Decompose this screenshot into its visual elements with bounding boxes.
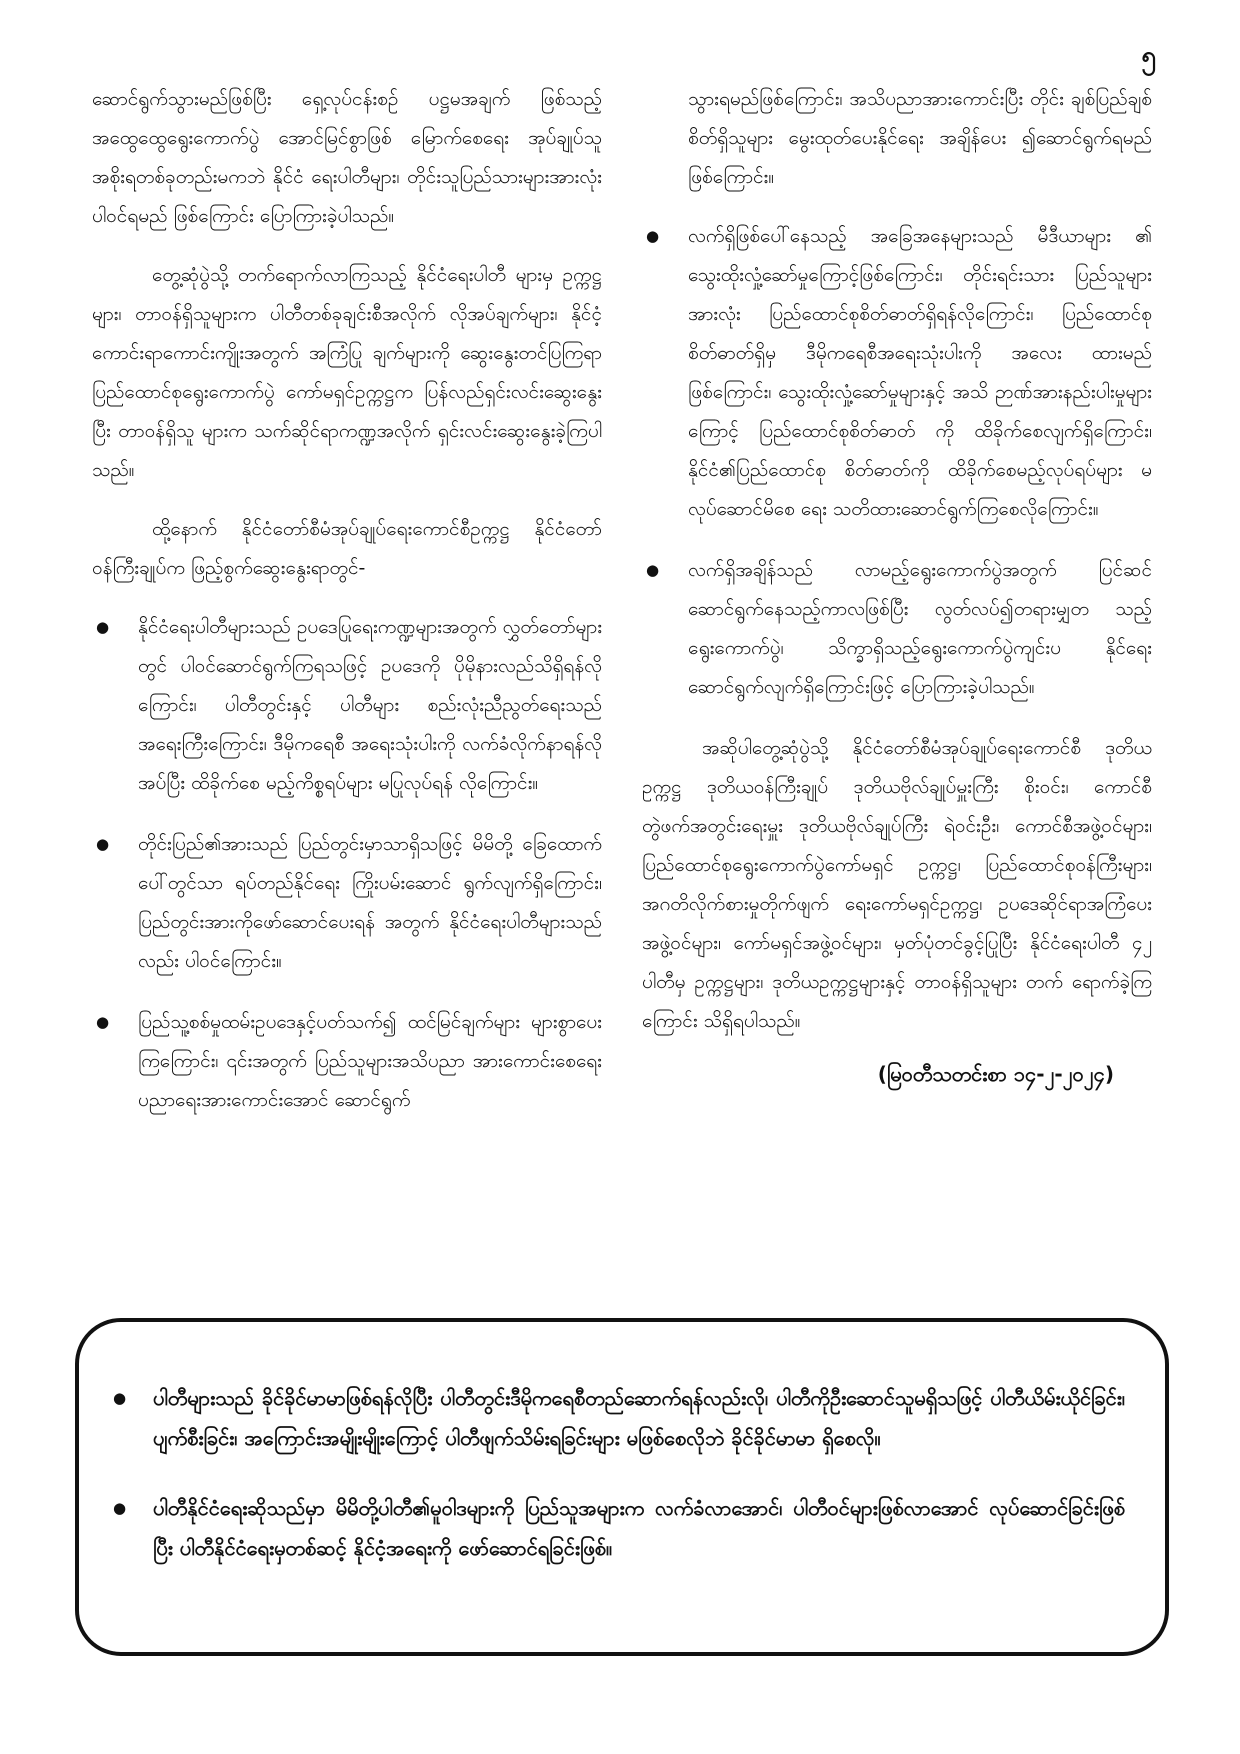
right-column	[642, 80, 1152, 1142]
summary-box	[75, 1318, 1169, 1656]
source-citation: (မြဝတီသတင်းစာ ၁၄-၂-၂၀၂၄)	[877, 1062, 1114, 1086]
right-bullet-item: ● လက်ရှိအချိန်သည် လာမည့်ရွေးကောက်ပွဲအတွက် ပြင်ဆင် ဆောင်ရွက်နေသည့်ကာလဖြစ်ပြီး လွတ်လပ်၍တရားမျှတ သည့်ရွေးကောက်ပွဲ၊ သိက္ခာရှိသည့်ရွေးကောက်ပွဲကျင်းပ နိုင်ရေး ဆောင်ရွက်လျက်ရှိကြောင်းဖြင့် ပြောကြားခဲ့ပါသည်။	[642, 551, 1152, 707]
summary-bullet-item: ● ပါတီများသည် ခိုင်ခိုင်မာမာဖြစ်ရန်လိုပြီး ပါတီတွင်းဒီမိုကရေစီတည်ဆောက်ရန်လည်းလို၊ ပါတီကိုဦးဆောင်သူမရှိသဖြင့် ပါတီယိမ်းယိုင်ခြင်း၊ ပျက်စီးခြင်း၊ အကြောင်းအမျိုးမျိုးကြောင့် ပါတီဖျက်သိမ်းရခြင်းများ မဖြစ်စေလိုဘဲ ခိုင်ခိုင်မာမာ ရှိစေလို။	[109, 1378, 1125, 1458]
article-columns	[92, 80, 1152, 1142]
left-column	[92, 80, 602, 1142]
left-paragraph-1: ဆောင်ရွက်သွားမည်ဖြစ်ပြီး ရှေ့လုပ်ငန်းစဉ် ပဋ္ဌမအချက် ဖြစ်သည့် အထွေထွေရွေးကောက်ပွဲ အောင်မြင်စွာဖြစ် မြောက်စေရေး အုပ်ချုပ်သူအစိုးရတစ်ခုတည်းမကဘဲ နိုင်ငံ ရေးပါတီများ၊ တိုင်းသူပြည်သားများအားလုံးပါဝင်ရမည် ဖြစ်ကြောင်း ပြောကြားခဲ့ပါသည်။	[92, 88, 602, 227]
right-paragraph-1: သွားရမည်ဖြစ်ကြောင်း၊ အသိပညာအားကောင်းပြီး တိုင်း ချစ်ပြည်ချစ်စိတ်ရှိသူများ မွေးထုတ်ပေးနိုင်ရေး အချိန်ပေး ၍ဆောင်ရွက်ရမည်ဖြစ်ကြောင်း။	[688, 88, 1152, 188]
right-bullet-list	[642, 217, 1152, 707]
left-bullet-list	[92, 608, 602, 1120]
left-bullet-item: ● တိုင်းပြည်၏အားသည် ပြည်တွင်းမှာသာရှိသဖြင့် မိမိတို့ ခြေထောက်ပေါ်တွင်သာ ရပ်တည်နိုင်ရေး ကြိုးပမ်းဆောင် ရွက်လျက်ရှိကြောင်း၊ ပြည်တွင်းအားကိုဖော်ဆောင်ပေးရန် အတွက် နိုင်ငံရေးပါတီများသည်လည်း ပါဝင်ကြောင်း။	[92, 825, 602, 981]
summary-bullet-item: ● ပါတီနိုင်ငံရေးဆိုသည်မှာ မိမိတို့ပါတီ၏မူဝါဒများကို ပြည်သူအများက လက်ခံလာအောင်၊ ပါတီဝင်များဖြစ်လာအောင် လုပ်ဆောင်ခြင်းဖြစ်ပြီး ပါတီနိုင်ငံရေးမှတစ်ဆင့် နိုင်ငံ့အရေးကို ဖော်ဆောင်ရခြင်းဖြစ်။	[109, 1488, 1125, 1568]
left-paragraph-2: တွေ့ဆုံပွဲသို့ တက်ရောက်လာကြသည့် နိုင်ငံရေးပါတီ များမှ ဥက္ကဋ္ဌများ၊ တာဝန်ရှိသူများက ပါတီတစ်ခုချင်းစီအလိုက် လိုအပ်ချက်များ၊ နိုင်ငံ့ကောင်းရာကောင်းကျိုးအတွက် အကြံပြု ချက်များကို ဆွေးနွေးတင်ပြကြရာ ပြည်ထောင်စုရွေးကောက်ပွဲ ကော်မရှင်ဥက္ကဋ္ဌက ပြန်လည်ရှင်းလင်းဆွေးနွေးပြီး တာဝန်ရှိသူ များက သက်ဆိုင်ရာကဏ္ဍအလိုက် ရှင်းလင်းဆွေးနွေးခဲ့ကြပါ သည်။	[92, 264, 602, 481]
left-bullet-item: ● ပြည်သူ့စစ်မှုထမ်းဥပဒေနှင့်ပတ်သက်၍ ထင်မြင်ချက်များ များစွာပေးကြကြောင်း၊ ၎င်းအတွက် ပြည်သူများအသိပညာ အားကောင်းစေရေး ပညာရေးအားကောင်းအောင် ဆောင်ရွက်	[92, 1003, 602, 1120]
summary-bullet-list	[109, 1378, 1125, 1568]
right-bullet-item: ● လက်ရှိဖြစ်ပေါ်နေသည့် အခြေအနေများသည် မီဒီယာများ ၏ သွေးထိုးလှုံ့ဆော်မှုကြောင့်ဖြစ်ကြောင်း၊ တိုင်းရင်းသား ပြည်သူများအားလုံး ပြည်ထောင်စုစိတ်ဓာတ်ရှိရန်လိုကြောင်း၊ ပြည်ထောင်စုစိတ်ဓာတ်ရှိမှ ဒီမိုကရေစီအရေးသုံးပါးကို အလေး ထားမည်ဖြစ်ကြောင်း၊ သွေးထိုးလှုံ့ဆော်မှုများနှင့် အသိ ဉာဏ်အားနည်းပါးမှုများကြောင့် ပြည်ထောင်စုစိတ်ဓာတ် ကို ထိခိုက်စေလျက်ရှိကြောင်း၊ နိုင်ငံ၏ပြည်ထောင်စု စိတ်ဓာတ်ကို ထိခိုက်စေမည့်လုပ်ရပ်များ မလုပ်ဆောင်မိစေ ရေး သတိထားဆောင်ရွက်ကြစေလိုကြောင်း။	[642, 217, 1152, 529]
right-paragraph-2: အဆိုပါတွေ့ဆုံပွဲသို့ နိုင်ငံတော်စီမံအုပ်ချုပ်ရေးကောင်စီ ဒုတိယဥက္ကဋ္ဌ ဒုတိယဝန်ကြီးချုပ် ဒုတိယဗိုလ်ချုပ်မှူးကြီး စိုးဝင်း၊ ကောင်စီတွဲဖက်အတွင်းရေးမှူး ဒုတိယဗိုလ်ချုပ်ကြီး ရဲဝင်းဦး၊ ကောင်စီအဖွဲ့ဝင်များ၊ ပြည်ထောင်စုရွေးကောက်ပွဲကော်မရှင် ဥက္ကဋ္ဌ၊ ပြည်ထောင်စုဝန်ကြီးများ၊ အဂတိလိုက်စားမှုတိုက်ဖျက် ရေးကော်မရှင်ဥက္ကဋ္ဌ၊ ဥပဒေဆိုင်ရာအကြံပေးအဖွဲ့ဝင်များ၊ ကော်မရှင်အဖွဲ့ဝင်များ၊ မှတ်ပုံတင်ခွင့်ပြုပြီး နိုင်ငံရေးပါတီ ၄၂ ပါတီမှ ဥက္ကဋ္ဌများ၊ ဒုတိယဥက္ကဋ္ဌများနှင့် တာဝန်ရှိသူများ တက် ရောက်ခဲ့ကြကြောင်း သိရှိရပါသည်။	[642, 737, 1152, 1032]
page-number: ၅	[1141, 41, 1156, 71]
left-bullet-item: ● နိုင်ငံရေးပါတီများသည် ဥပဒေပြုရေးကဏ္ဍများအတွက် လွှတ်တော်များတွင် ပါဝင်ဆောင်ရွက်ကြရသဖြင့် ဥပဒေကို ပိုမိုနားလည်သိရှိရန်လိုကြောင်း၊ ပါတီတွင်းနှင့် ပါတီများ စည်းလုံးညီညွတ်ရေးသည် အရေးကြီးကြောင်း၊ ဒီမိုကရေစီ အရေးသုံးပါးကို လက်ခံလိုက်နာရန်လိုအပ်ပြီး ထိခိုက်စေ မည့်ကိစ္စရပ်များ မပြုလုပ်ရန် လိုကြောင်း။	[92, 608, 602, 803]
left-paragraph-3: ထို့နောက် နိုင်ငံတော်စီမံအုပ်ချုပ်ရေးကောင်စီဥက္ကဋ္ဌ နိုင်ငံတော်ဝန်ကြီးချုပ်က ဖြည့်စွက်ဆွေးနွေးရာတွင်-	[92, 518, 602, 579]
